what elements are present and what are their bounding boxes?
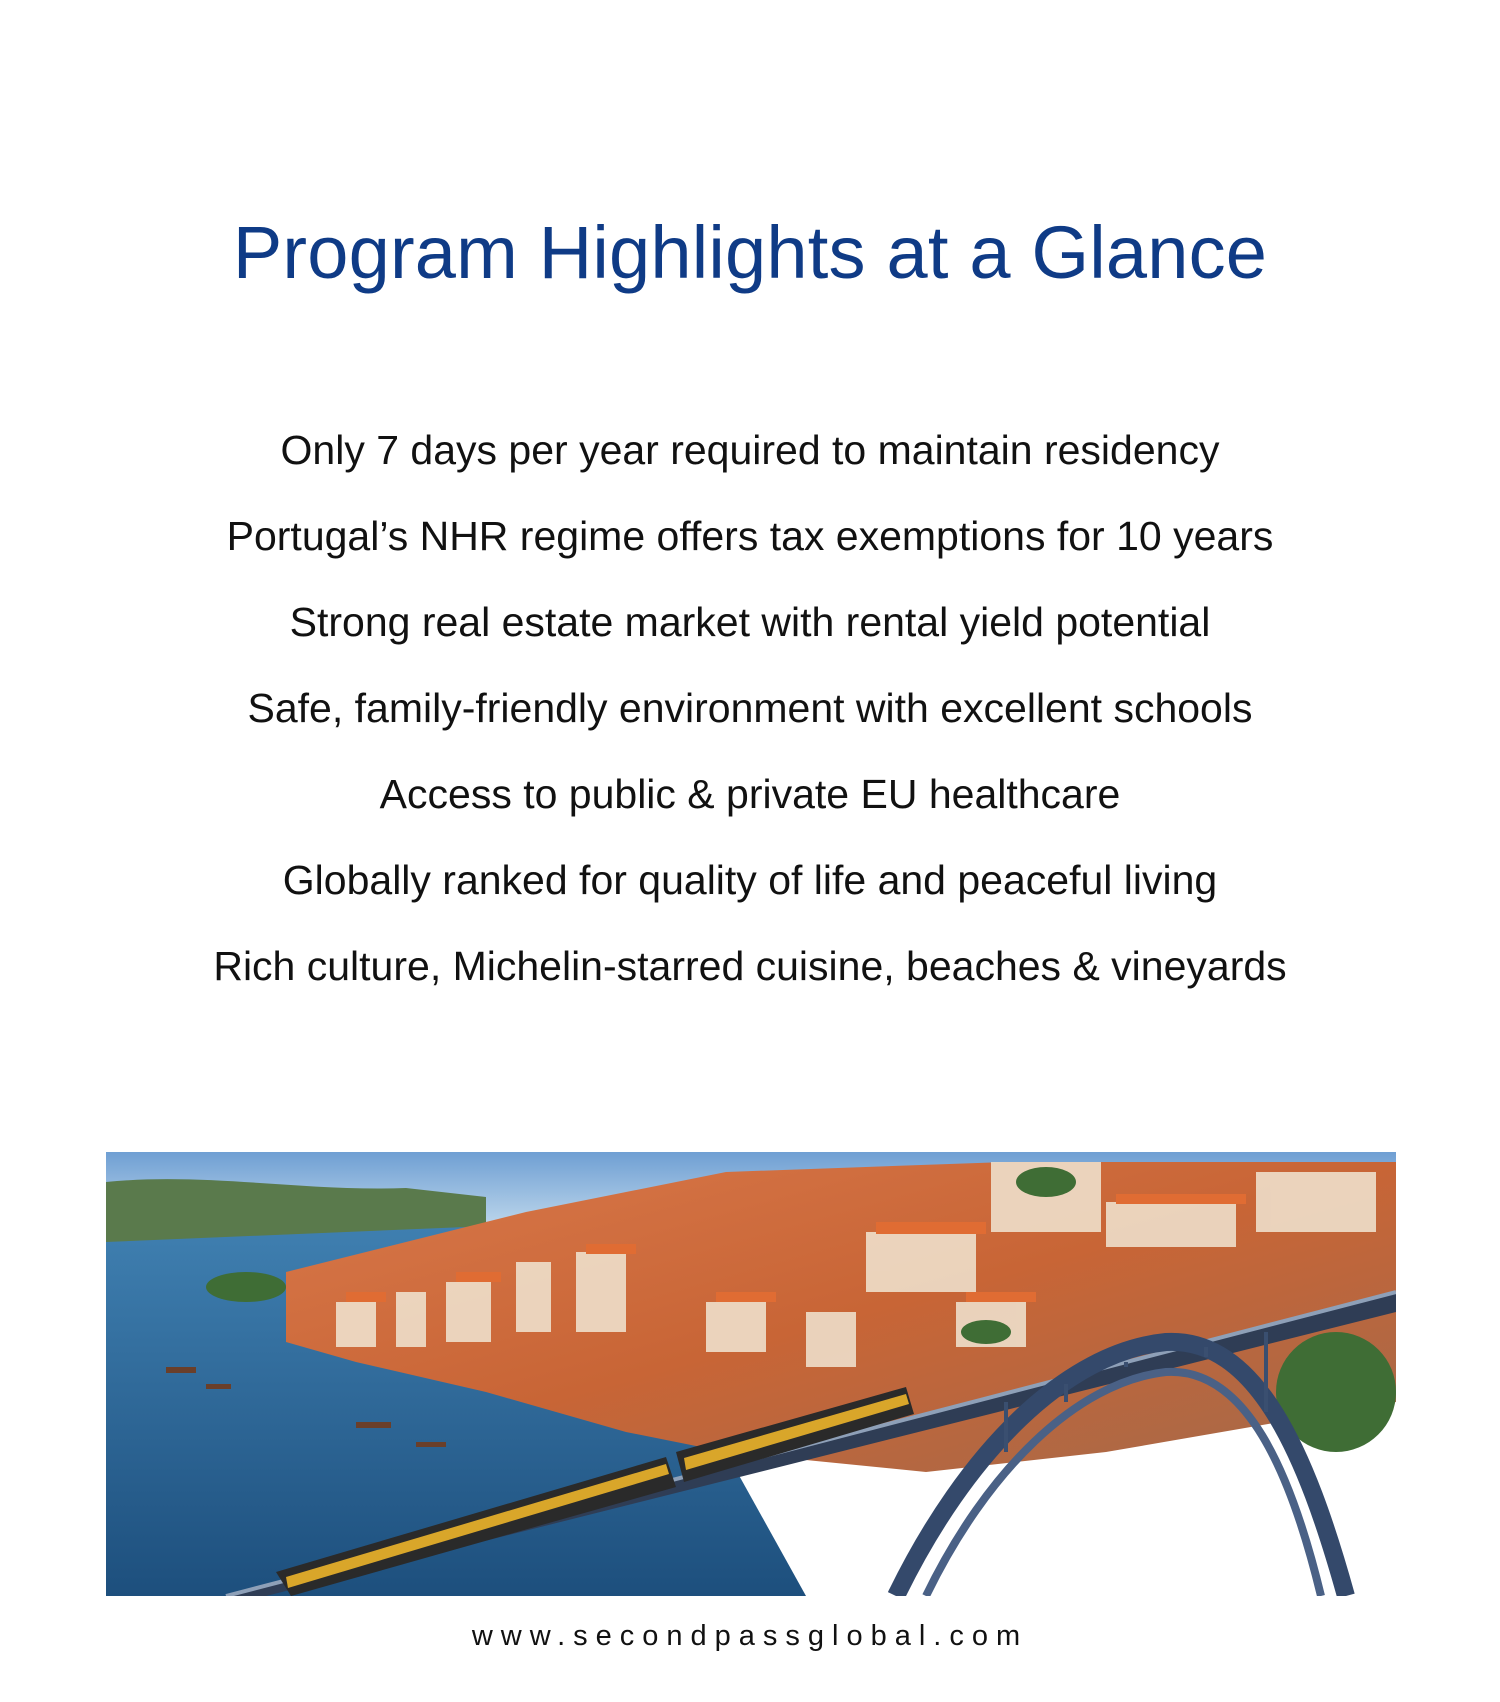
highlight-item: Globally ranked for quality of life and peaceful living xyxy=(282,857,1218,903)
highlight-item: Access to public & private EU healthcare xyxy=(379,771,1121,817)
highlight-item: Portugal’s NHR regime offers tax exemptions for 10 years xyxy=(226,513,1274,559)
highlight-item: Rich culture, Michelin-starred cuisine, beaches & vineyards xyxy=(213,943,1287,989)
website-url: www.secondpassglobal.com xyxy=(471,1620,1029,1652)
highlight-item: Safe, family-friendly environment with excellent schools xyxy=(247,685,1253,731)
photo-illustration xyxy=(106,1152,1396,1596)
highlight-item: Strong real estate market with rental yield potential xyxy=(289,599,1211,645)
page-title: Program Highlights at a Glance xyxy=(232,211,1268,294)
highlights-list xyxy=(0,420,1500,1022)
porto-city-photo xyxy=(106,1152,1396,1596)
highlight-item: Only 7 days per year required to maintain residency xyxy=(280,427,1220,473)
